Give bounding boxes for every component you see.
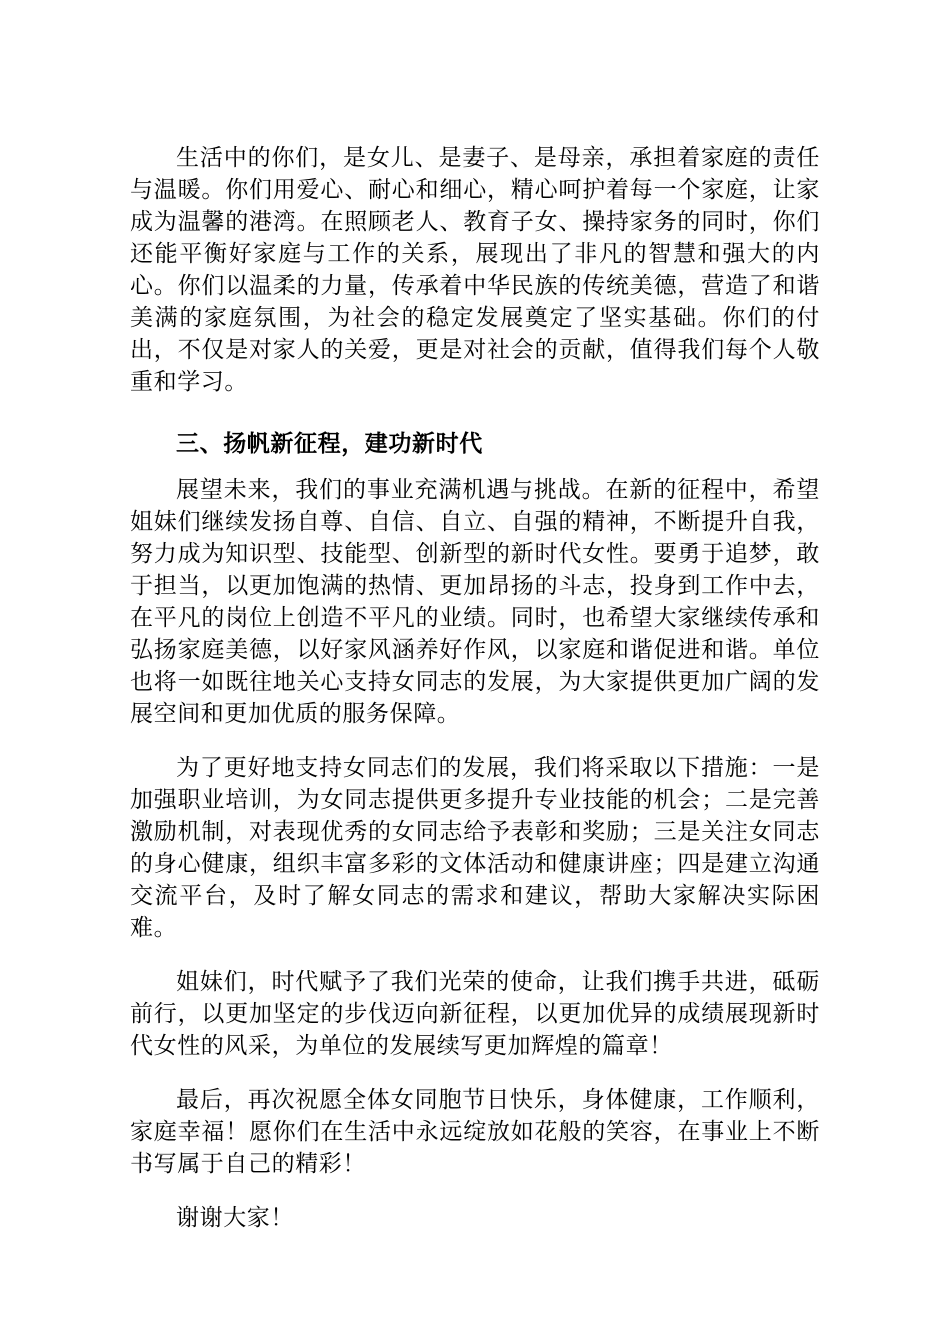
section-heading-3: 三、扬帆新征程，建功新时代 (176, 431, 483, 457)
paragraph-call-to-action: 姐妹们，时代赋予了我们光荣的使命，让我们携手共进，砥砺前行，以更加坚定的步伐迈向新征程，以更加优异的成绩展现新时代女性的风采，为单位的发展续写更加辉煌的篇章！ (130, 969, 820, 1059)
paragraph-future-outlook: 展望未来，我们的事业充满机遇与挑战。在新的征程中，希望姐妹们继续发扬自尊、自信、自立、自强的精神，不断提升自我，努力成为知识型、技能型、创新型的新时代女性。要勇于追梦，敢于担当，以更加饱满的热情、更加昂扬的斗志，投身到工作中去，在平凡的岗位上创造不平凡的业绩。同时，也希望大家继续传承和弘扬家庭美德，以好家风涵养好作风，以家庭和谐促进和谐。单位也将一如既往地关心支持女同志的发展，为大家提供更加广阔的发展空间和更加优质的服务保障。 (130, 477, 820, 727)
paragraph-support-measures: 为了更好地支持女同志们的发展，我们将采取以下措施：一是加强职业培训，为女同志提供更多提升专业技能的机会；二是完善激励机制，对表现优秀的女同志给予表彰和奖励；三是关注女同志的身心健康，组织丰富多彩的文体活动和健康讲座；四是建立沟通交流平台，及时了解女同志的需求和建议，帮助大家解决实际困难。 (130, 755, 820, 941)
document-body (130, 142, 820, 1234)
paragraph-family-role: 生活中的你们，是女儿、是妻子、是母亲，承担着家庭的责任与温暖。你们用爱心、耐心和细心，精心呵护着每一个家庭，让家成为温馨的港湾。在照顾老人、教育子女、操持家务的同时，你们还能平衡好家庭与工作的关系，展现出了非凡的智慧和强大的内心。你们以温柔的力量，传承着中华民族的传统美德，营造了和谐美满的家庭氛围，为社会的稳定发展奠定了坚实基础。你们的付出，不仅是对家人的关爱，更是对社会的贡献，值得我们每个人敬重和学习。 (130, 145, 820, 395)
paragraph-best-wishes: 最后，再次祝愿全体女同胞节日快乐，身体健康，工作顺利，家庭幸福！愿你们在生活中永远绽放如花般的笑容，在事业上不断书写属于自己的精彩！ (130, 1087, 820, 1177)
closing-thanks: 谢谢大家！ (176, 1205, 294, 1231)
